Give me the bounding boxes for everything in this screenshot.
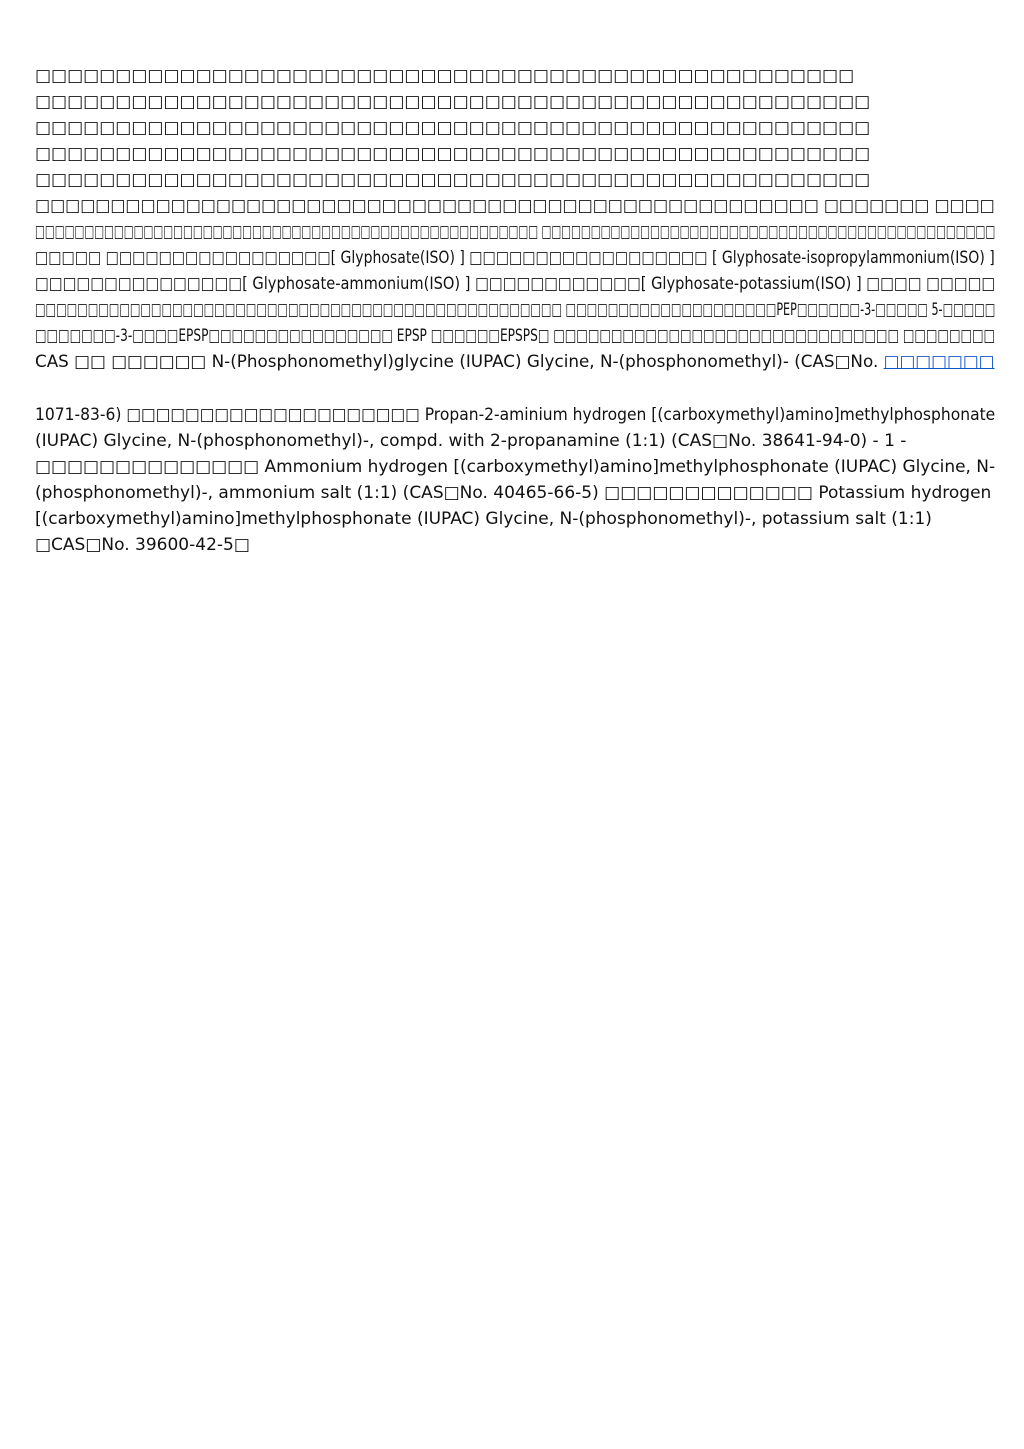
- text-line: □□□□□□□□□□□□□□□□□□□□□□□□□□□□□□□□□□□□□□□□□□□□□□□□□□□□ □□□□□□□ □□□□: [35, 196, 995, 216]
- text-line: □□□□□□□□□□□□□□ Ammonium hydrogen [(carboxymethyl)amino]methylphosphonate (IUPAC) Glycine, N-: [35, 457, 996, 477]
- text-line: (phosphonomethyl)-, ammonium salt (1:1) (CAS□No. 40465-66-5) □□□□□□□□□□□□□ Potassium hydrogen: [35, 483, 992, 503]
- text-line-with-link: [35, 349, 995, 375]
- text-line: □□□□□□□-3-□□□□EPSP□□□□□□□□□□□□□□□□ EPSP □□□□□□EPSPS□ □□□□□□□□□□□□□□□□□□□□□□□□□□□□□□ □□□□□□□□: [35, 326, 996, 346]
- read-more-link[interactable]: □□□□□□□: [883, 352, 995, 372]
- text-line: □CAS□No. 39600-42-5□: [35, 535, 250, 555]
- text-line: 1071-83-6) □□□□□□□□□□□□□□□□□□□□ Propan-2-aminium hydrogen [(carboxymethyl)amino]methylphosphonate: [35, 405, 996, 425]
- text-line: □□□□□□□□□□□□□□□[ Glyphosate-ammonium(ISO) ] □□□□□□□□□□□□[ Glyphosate-potassium(ISO) ] □□□□ □□□□□: [35, 274, 996, 294]
- text-line: CAS □□ □□□□□□ N-(Phosphonomethyl)glycine (IUPAC) Glycine, N-(phosphonomethyl)- (CAS□No.: [35, 352, 884, 372]
- text-line: □□□□□□□□□□□□□□□□□□□□□□□□□□□□□□□□□□□□□□□□□□□□□□□□□□□□: [35, 92, 871, 112]
- text-line: □□□□□□□□□□□□□□□□□□□□□□□□□□□□□□□□□□□□□□□□□□□□□□□□□□□□: [35, 118, 871, 138]
- text-line: (IUPAC) Glycine, N-(phosphonomethyl)-, compd. with 2-propanamine (1:1) (CAS□No. 38641-94-0) - 1 -: [35, 431, 907, 451]
- text-line: □□□□□□□□□□□□□□□□□□□□□□□□□□□□□□□□□□□□□□□□□□□□□□□□□□□: [35, 66, 855, 86]
- paragraph-2: [35, 402, 995, 558]
- text-line: □□□□□ □□□□□□□□□□□□□□□□□[ Glyphosate(ISO) ] □□□□□□□□□□□□□□□□□□ [ Glyphosate-isopropylammonium(ISO) ]: [35, 248, 995, 268]
- paragraph-1: [35, 63, 995, 375]
- text-line: □□□□□□□□□□□□□□□□□□□□□□□□□□□□□□□□□□□□□□□□□□□□□□□□□□□ □□□□□□□□□□□□□□□□□□□□□□□□□□□□□□□□□□□□□□□□□□□□□□: [35, 222, 996, 242]
- text-line: □□□□□□□□□□□□□□□□□□□□□□□□□□□□□□□□□□□□□□□□□□□□□□□□□□□□: [35, 170, 871, 190]
- text-line: □□□□□□□□□□□□□□□□□□□□□□□□□□□□□□□□□□□□□□□□□□□□□□□□□□ □□□□□□□□□□□□□□□□□□□□PEP□□□□□□-3-□□□□□ 5-□□□□□: [35, 300, 996, 320]
- text-line: □□□□□□□□□□□□□□□□□□□□□□□□□□□□□□□□□□□□□□□□□□□□□□□□□□□□: [35, 144, 871, 164]
- text-line: [(carboxymethyl)amino]methylphosphonate (IUPAC) Glycine, N-(phosphonomethyl)-, potassium salt (1:1): [35, 509, 932, 529]
